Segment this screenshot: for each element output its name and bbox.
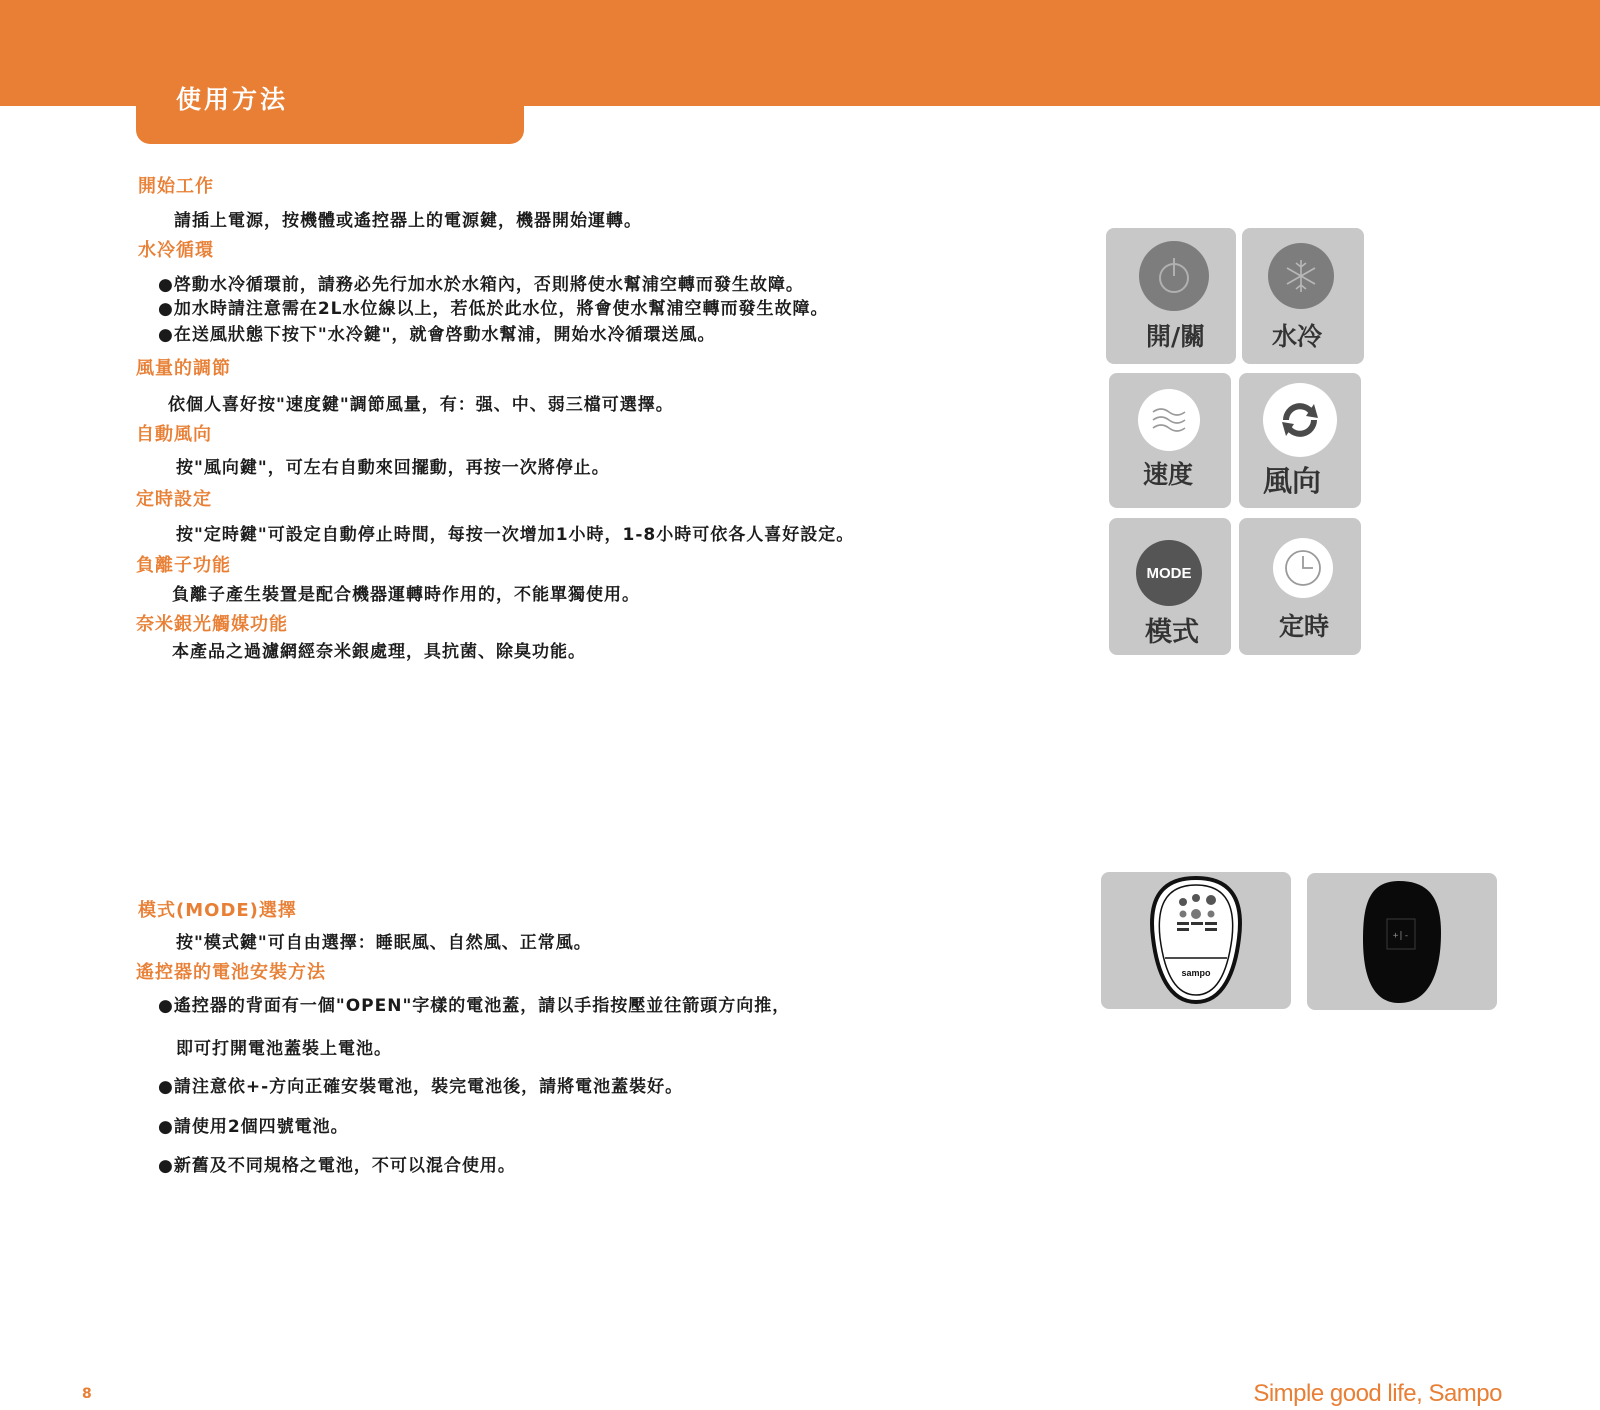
- section-heading-ion: 負離子功能: [136, 555, 231, 576]
- section-heading-battery: 遙控器的電池安裝方法: [136, 962, 326, 983]
- clock-icon: [1273, 538, 1333, 598]
- section-text: ●新舊及不同規格之電池，不可以混合使用。: [158, 1156, 516, 1176]
- section-heading-timer: 定時設定: [136, 489, 212, 510]
- remote-back-illustration: [1307, 873, 1497, 1010]
- section-heading-start: 開始工作: [138, 176, 214, 197]
- section-text: ●啓動水冷循環前，請務必先行加水於水箱內，否則將使水幫浦空轉而發生故障。: [158, 275, 804, 295]
- section-text: ●在送風狀態下按下"水冷鍵"，就會啓動水幫浦，開始水冷循環送風。: [158, 325, 716, 345]
- remote-back-box: [1307, 873, 1497, 1010]
- remote-brand: sampo: [1181, 968, 1211, 978]
- mode-label: 模式: [1145, 617, 1199, 648]
- mode-key: [1109, 518, 1231, 655]
- page-number: 8: [82, 1386, 92, 1402]
- water-cool-label: 水冷: [1272, 322, 1323, 351]
- section-text: ●請使用2個四號電池。: [158, 1117, 349, 1137]
- mode-icon: [1136, 540, 1202, 606]
- wind-waves-icon: [1138, 389, 1200, 451]
- section-heading-water: 水冷循環: [138, 240, 214, 261]
- direction-key: [1239, 373, 1361, 508]
- section-heading-mode: 模式(MODE)選擇: [138, 900, 297, 921]
- speed-label: 速度: [1143, 460, 1194, 489]
- power-icon: [1139, 241, 1209, 311]
- section-text: ●遙控器的背面有一個"OPEN"字樣的電池蓋，請以手指按壓並往箭頭方向推，: [158, 996, 791, 1016]
- section-heading-airflow: 風量的調節: [136, 358, 231, 379]
- swing-arrows-icon: [1263, 383, 1337, 457]
- timer-key: [1239, 518, 1361, 655]
- section-text: 負離子產生裝置是配合機器運轉時作用的，不能單獨使用。: [172, 585, 640, 605]
- section-text: 按"模式鍵"可自由選擇：睡眠風、自然風、正常風。: [176, 933, 592, 953]
- timer-label: 定時: [1279, 612, 1330, 641]
- speed-key: [1109, 373, 1231, 508]
- direction-label: 風向: [1263, 464, 1322, 498]
- section-text: 按"定時鍵"可設定自動停止時間，每按一次增加1小時，1-8小時可依各人喜好設定。: [176, 525, 855, 545]
- section-text: 依個人喜好按"速度鍵"調節風量，有：强、中、弱三檔可選擇。: [168, 395, 674, 415]
- power-key: [1106, 228, 1236, 364]
- page-title: 使用方法: [176, 85, 289, 114]
- snowflake-icon: [1268, 243, 1334, 309]
- battery-polarity-symbol: +|-: [1392, 931, 1410, 941]
- section-text: ●請注意依+-方向正確安裝電池，裝完電池後，請將電池蓋裝好。: [158, 1077, 684, 1097]
- section-heading-nano-silver: 奈米銀光觸媒功能: [136, 614, 288, 635]
- section-text: 按"風向鍵"，可左右自動來回擺動，再按一次將停止。: [176, 458, 610, 478]
- section-heading-auto-direction: 自動風向: [136, 424, 212, 445]
- brand-slogan: Simple good life, Sampo: [1253, 1380, 1502, 1407]
- section-text: ●加水時請注意需在2L水位線以上，若低於此水位，將會使水幫浦空轉而發生故障。: [158, 299, 829, 319]
- water-cool-key: [1242, 228, 1364, 364]
- remote-front-illustration: [1101, 872, 1291, 1009]
- remote-front-box: [1101, 872, 1291, 1009]
- section-text: 即可打開電池蓋裝上電池。: [176, 1039, 392, 1059]
- mode-badge: MODE: [1146, 564, 1192, 582]
- section-text: 請插上電源，按機體或遙控器上的電源鍵，機器開始運轉。: [174, 211, 642, 231]
- section-text: 本產品之過濾網經奈米銀處理，具抗菌、除臭功能。: [172, 642, 586, 662]
- power-label: 開/關: [1146, 322, 1206, 351]
